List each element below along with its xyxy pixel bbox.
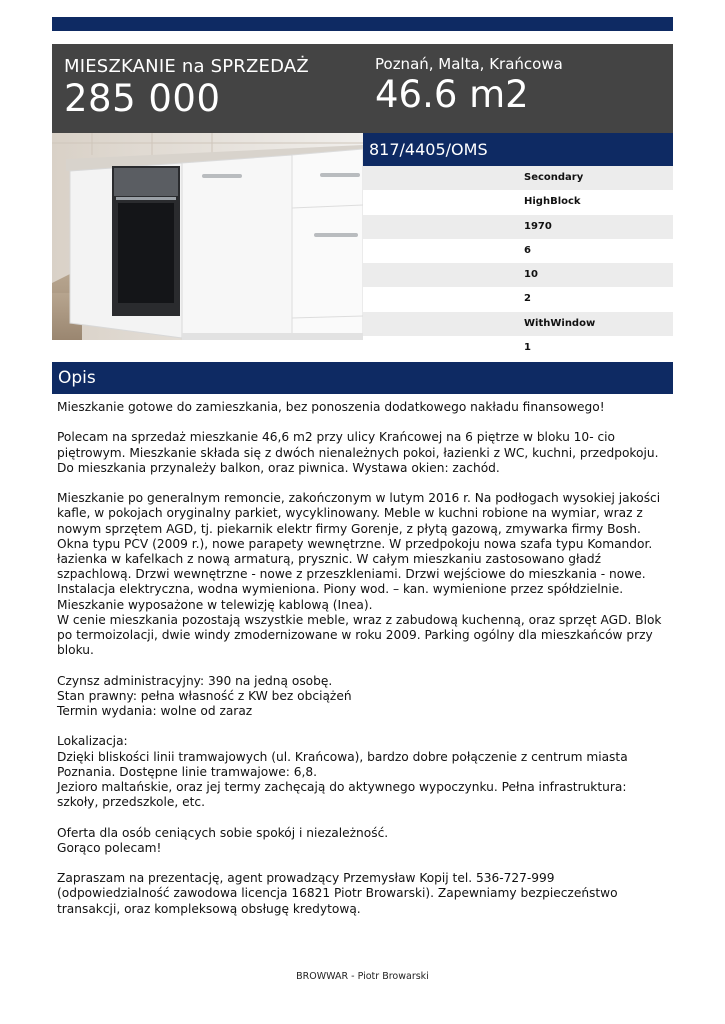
desc-spacer (57, 476, 669, 491)
param-rooms: 2 (363, 287, 673, 311)
header-left (64, 56, 309, 120)
header-right (375, 55, 563, 116)
param-building-type: HighBlock (363, 190, 673, 214)
desc-paragraph: Gorąco polecam! (57, 840, 162, 855)
desc-spacer (57, 415, 669, 430)
desc-paragraph: Mieszkanie wyposażone w telewizję kablową (Inea). (57, 597, 373, 612)
desc-paragraph: Oferta dla osób ceniących sobie spokój i niezależność. (57, 825, 389, 840)
desc-paragraph: Czynsz administracyjny: 390 na jedną osobę. (57, 673, 333, 688)
desc-spacer (57, 658, 669, 673)
listing-title: MIESZKANIE na SPRZEDAŻ (64, 56, 309, 77)
param-build-year: 1970 (363, 215, 673, 239)
desc-paragraph: Jezioro maltańskie, oraz jej termy zachęcają do aktywnego wypoczynku. Pełna infrastruktura: szkoły, przedszkole, etc. (57, 780, 627, 810)
description (57, 400, 669, 917)
desc-spacer (57, 810, 669, 825)
footer-agency: BROWWAR - Piotr Browarski (296, 971, 429, 982)
listing-header (52, 44, 673, 133)
desc-paragraph: W cenie mieszkania pozostają wszystkie meble, wraz z zabudową kuchenną, oraz sprzęt AGD. Blok po termoizolacji, dwie windy zmodernizowane w roku 2009. Parking ogólny dla mieszkańców przy bloku. (57, 612, 662, 658)
desc-spacer (57, 719, 669, 734)
desc-paragraph: Stan prawny: pełna własność z KW bez obciążeń (57, 688, 352, 703)
desc-paragraph: Polecam na sprzedaż mieszkanie 46,6 m2 przy ulicy Krańcowej na 6 piętrze w bloku 10- cio piętrowym. Mieszkanie składa się z dwóch nienależnych pokoi, łazienki z WC, kuchni, przedpokoju. Do mieszkania przynależy balkon, oraz piwnica. Wystawa okien: zachód. (57, 430, 659, 475)
top-accent-bar (52, 17, 673, 31)
reference-number: 817/4405/OMS (363, 133, 673, 166)
desc-paragraph: Mieszkanie gotowe do zamieszkania, bez ponoszenia dodatkowego nakładu finansowego! (57, 400, 605, 414)
desc-spacer (57, 856, 669, 871)
desc-paragraph: Zapraszam na prezentację, agent prowadzący Przemysław Kopij tel. 536-727-999 (odpowiedzialność zawodowa licencja 16821 Piotr Browarski). Zapewniamy bezpieczeństwo transakcji, oraz kompleksową obsługę kredytową. (57, 871, 618, 916)
section-title-opis: Opis (52, 362, 673, 394)
listing-price: 285 000 (64, 77, 221, 120)
listing-area: 46.6 m2 (375, 73, 529, 116)
parameters-table (363, 166, 673, 360)
kitchen-photo-illustration (52, 133, 363, 340)
listing-location: Poznań, Malta, Krańcowa (375, 55, 563, 73)
desc-paragraph: Dzięki bliskości linii tramwajowych (ul. Krańcowa), bardzo dobre połączenie z centrum miasta Poznania. Dostępne linie tramwajowe: 6,8. (57, 749, 628, 779)
param-market: Secondary (363, 166, 673, 190)
kitchen-photo (52, 133, 363, 340)
param-floor: 6 (363, 239, 673, 263)
desc-paragraph: Lokalizacja: (57, 734, 128, 749)
param-kitchen: WithWindow (363, 312, 673, 336)
desc-paragraph: Termin wydania: wolne od zaraz (57, 704, 253, 719)
param-bathrooms: 1 (363, 336, 673, 360)
param-floors-total: 10 (363, 263, 673, 287)
desc-paragraph: Mieszkanie po generalnym remoncie, zakończonym w lutym 2016 r. Na podłogach wysokiej jakości kafle, w pokojach oryginalny parkiet, wycyklinowany. Meble w kuchni robione na wymiar, wraz z nowym sprzętem AGD, tj. piekarnik elektr firmy Gorenje, z płytą gazową, zmywarka firmy Bosh. Okna typu PCV (2009 r.), nowe parapety wewnętrzne. W przedpokoju nowa szafa typu Komandor. łazienka w kafelkach z nową armaturą, prysznic. W całym mieszkaniu zastosowano gładź szpachlową. Drzwi wewnętrzne - nowe z przeszkleniami. Drzwi wejściowe do mieszkania - nowe. Instalacja elektryczna, wodna wymieniona. Piony wod. – kan. wymienione przez spółdzielnie. (57, 491, 661, 597)
